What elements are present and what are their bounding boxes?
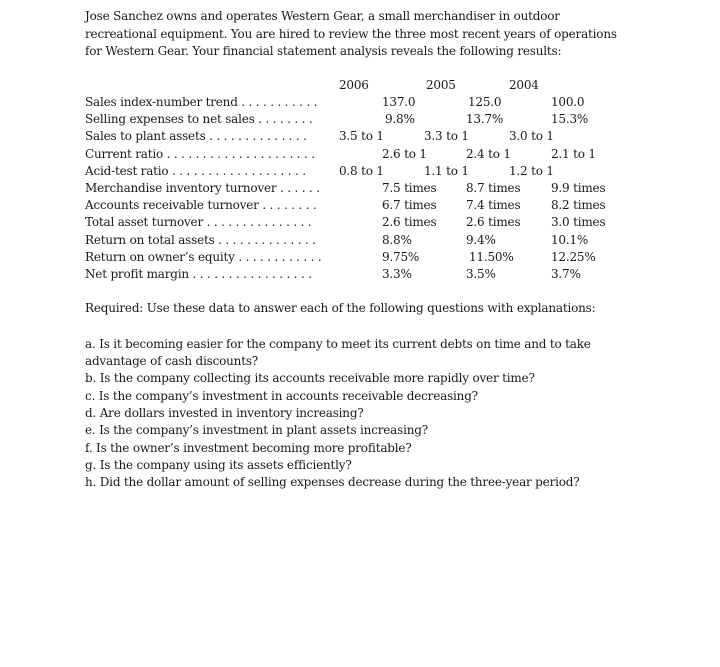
year-header-2005: 2005 — [426, 78, 456, 92]
row-label: Accounts receivable turnover . . . . . . . . — [85, 198, 317, 212]
value-2006: 3.5 to 1 — [339, 129, 384, 143]
value-2005: 8.7 times — [466, 181, 521, 195]
value-2005: 9.4% — [466, 233, 496, 247]
row-label: Sales to plant assets . . . . . . . . . . . . . . — [85, 129, 307, 143]
question-e: e. Is the company’s investment in plant assets increasing? — [85, 423, 428, 437]
intro-line: Jose Sanchez owns and operates Western Gear, a small merchandiser in outdoor — [85, 9, 560, 23]
value-2004: 3.0 times — [551, 215, 606, 229]
row-label: Return on total assets . . . . . . . . . . . . . . — [85, 233, 316, 247]
row-label: Acid-test ratio . . . . . . . . . . . . . . . . . . . — [85, 164, 306, 178]
value-2006: 2.6 to 1 — [382, 147, 427, 161]
value-2005: 2.4 to 1 — [466, 147, 511, 161]
value-2006: 3.3% — [382, 267, 412, 281]
year-header-2006: 2006 — [339, 78, 369, 92]
year-header-2004: 2004 — [509, 78, 539, 92]
value-2004: 3.0 to 1 — [509, 129, 554, 143]
value-2006: 137.0 — [382, 95, 416, 109]
value-2005: 3.5% — [466, 267, 496, 281]
intro-line: recreational equipment. You are hired to review the three most recent years of operations — [85, 26, 617, 41]
value-2005: 2.6 times — [466, 215, 521, 229]
row-label: Merchandise inventory turnover . . . . . . — [85, 181, 320, 195]
value-2005: 1.1 to 1 — [424, 164, 469, 178]
value-2004: 15.3% — [551, 112, 589, 126]
value-2004: 1.2 to 1 — [509, 164, 554, 178]
value-2004: 9.9 times — [551, 181, 606, 195]
value-2006: 8.8% — [382, 233, 412, 247]
value-2004: 3.7% — [551, 267, 581, 281]
question-b: b. Is the company collecting its accounts receivable more rapidly over time? — [85, 371, 535, 385]
intro-line: for Western Gear. Your financial statement analysis reveals the following results: — [85, 44, 562, 58]
question-c: c. Is the company’s investment in accounts receivable decreasing? — [85, 389, 478, 403]
row-label: Selling expenses to net sales . . . . . . . . — [85, 112, 313, 126]
value-2005: 3.3 to 1 — [424, 129, 469, 143]
intro-paragraph — [85, 8, 645, 61]
value-2006: 9.8% — [385, 112, 415, 126]
row-label: Net profit margin . . . . . . . . . . . . . . . . . — [85, 267, 312, 281]
row-label: Return on owner’s equity . . . . . . . . . . . . — [85, 250, 322, 264]
value-2004: 8.2 times — [551, 198, 606, 212]
value-2006: 2.6 times — [382, 215, 437, 229]
row-label: Total asset turnover . . . . . . . . . . . . . . . — [85, 215, 312, 229]
value-2006: 9.75% — [382, 250, 420, 264]
value-2006: 7.5 times — [382, 181, 437, 195]
value-2004: 10.1% — [551, 233, 589, 247]
question-g: g. Is the company using its assets efficiently? — [85, 458, 352, 472]
question-f: f. Is the owner’s investment becoming more profitable? — [85, 441, 412, 455]
value-2005: 13.7% — [466, 112, 504, 126]
value-2006: 6.7 times — [382, 198, 437, 212]
value-2005: 11.50% — [469, 250, 514, 264]
value-2004: 2.1 to 1 — [551, 147, 596, 161]
row-label: Current ratio . . . . . . . . . . . . . . . . . . . . . — [85, 147, 315, 161]
required-heading: Required: Use these data to answer each of the following questions with explanations: — [85, 301, 596, 315]
value-2004: 12.25% — [551, 250, 596, 264]
value-2005: 7.4 times — [466, 198, 521, 212]
question-h: h. Did the dollar amount of selling expenses decrease during the three-year period? — [85, 475, 580, 489]
value-2005: 125.0 — [468, 95, 502, 109]
question-d: d. Are dollars invested in inventory increasing? — [85, 406, 364, 420]
value-2006: 0.8 to 1 — [339, 164, 384, 178]
question-a: a. Is it becoming easier for the company to meet its current debts on time and to take — [85, 337, 591, 351]
question-a-continued: advantage of cash discounts? — [85, 354, 259, 368]
row-label: Sales index-number trend . . . . . . . . . . . — [85, 95, 318, 109]
value-2004: 100.0 — [551, 95, 585, 109]
